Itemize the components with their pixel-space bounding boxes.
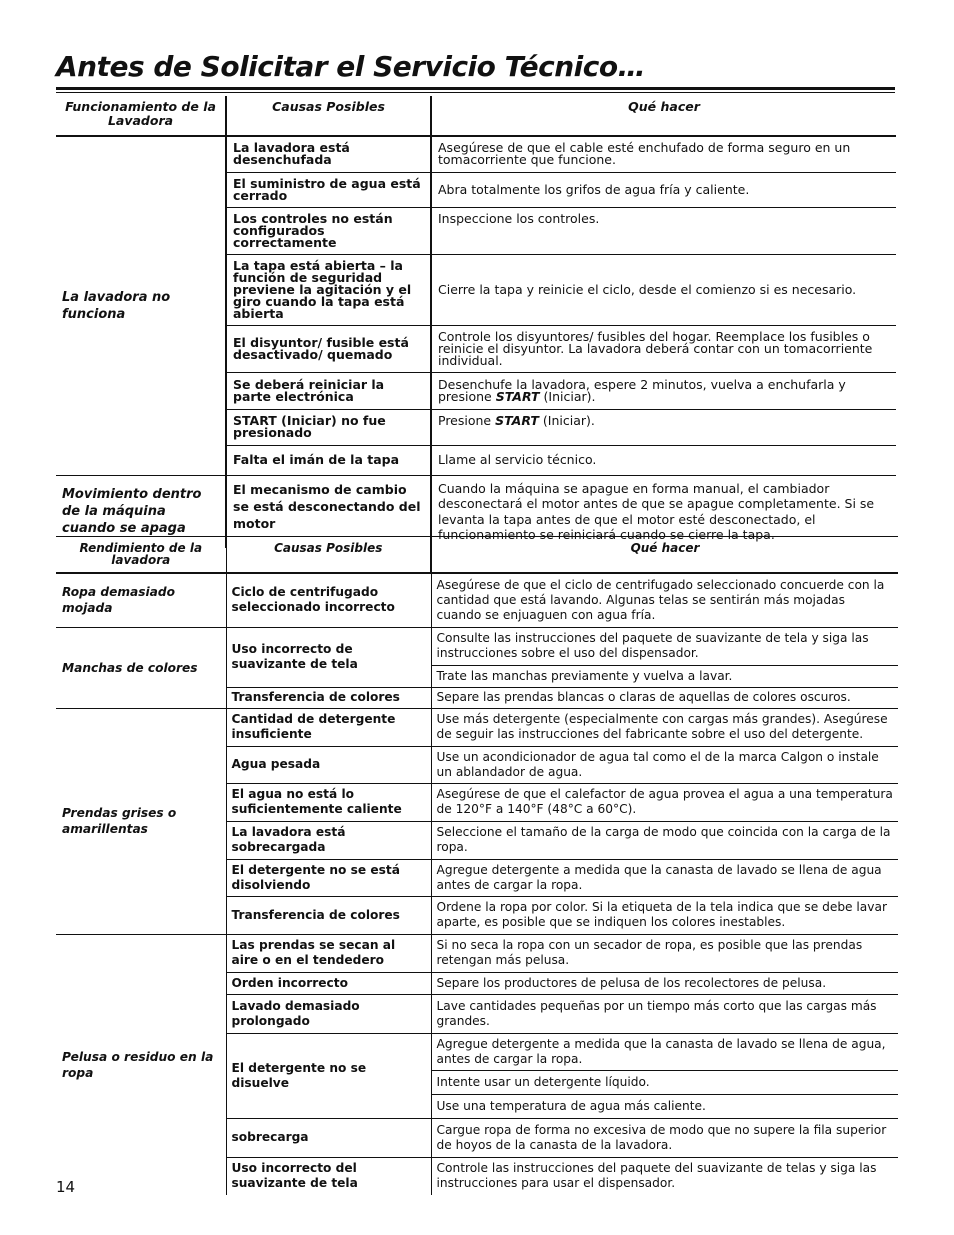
action-cell: Ordene la ropa por color. Si la etiqueta de la tela indica que se debe lavar aparte, es posible que se indiquen los colores inestables. (431, 896, 898, 934)
action-cell: Seleccione el tamaño de la carga de modo que coincida con la carga de la ropa. (431, 821, 898, 859)
page-number: 14 (56, 1178, 76, 1196)
table-row (56, 136, 896, 172)
action-text: Desenchufe la lavadora, espere 2 minutos, vuelva a enchufarla y presione (438, 376, 846, 404)
cause-cell: Cantidad de detergente insuficiente (226, 708, 431, 746)
cause-cell: START (Iniciar) no fue presionado (226, 409, 431, 445)
table-header-row (56, 96, 896, 136)
function-cell: Ropa demasiado mojada (56, 573, 226, 627)
action-cell: Cuando la máquina se apague en forma manual, el cambiador desconectará el motor antes de que se apague completamente. Si se levanta la tapa antes de que el motor esté desconectado, el funcionamiento se reiniciará cuando se cierre la tapa. (431, 475, 896, 548)
column-header-causes: Causas Posibles (226, 96, 431, 136)
function-cell: Prendas grises o amarillentas (56, 708, 226, 934)
title-rule-thin (56, 92, 895, 93)
action-cell: Agregue detergente a medida que la canasta de lavado se llena de agua antes de cargar la ropa. (431, 859, 898, 896)
table-header-row (56, 537, 898, 574)
action-cell: Llame al servicio técnico. (431, 445, 896, 475)
cause-cell: sobrecarga (226, 1118, 431, 1157)
cause-cell: La lavadora está sobrecargada (226, 821, 431, 859)
troubleshooting-table-performance (56, 536, 898, 1195)
cause-cell: Las prendas se secan al aire o en el tendedero (226, 934, 431, 972)
cause-cell: La lavadora está desenchufada (226, 136, 431, 172)
cause-cell: Falta el imán de la tapa (226, 445, 431, 475)
page-title: Antes de Solicitar el Servicio Técnico… (56, 50, 646, 83)
cause-cell: El disyuntor/ fusible está desactivado/ quemado (226, 325, 431, 372)
column-header-action: Qué hacer (431, 537, 898, 574)
action-cell: Use más detergente (especialmente con cargas más grandes). Asegúrese de seguir las instrucciones del fabricante sobre el uso del detergente. (431, 708, 898, 746)
table-row (56, 573, 898, 627)
action-cell: Trate las manchas previamente y vuelva a lavar. (431, 665, 898, 687)
cause-cell: El agua no está lo suficientemente caliente (226, 783, 431, 821)
cause-cell: El detergente no se disuelve (226, 1033, 431, 1118)
action-cell: Asegúrese de que el cable esté enchufado de forma seguro en un tomacorriente que funcione. (431, 136, 896, 172)
cause-cell: Transferencia de colores (226, 687, 431, 708)
action-cell: Inspeccione los controles. (431, 207, 896, 254)
function-cell: La lavadora no funciona (56, 136, 226, 475)
action-cell: Intente usar un detergente líquido. (431, 1070, 898, 1094)
column-header-performance: Rendimiento de la lavadora (56, 537, 226, 574)
cause-cell: Ciclo de centrifugado seleccionado incorrecto (226, 573, 431, 627)
cause-cell: La tapa está abierta – la función de seguridad previene la agitación y el giro cuando la tapa está abierta (226, 254, 431, 325)
action-cell: Abra totalmente los grifos de agua fría y caliente. (431, 172, 896, 207)
cause-cell: Se deberá reiniciar la parte electrónica (226, 372, 431, 409)
action-cell: Controle las instrucciones del paquete del suavizante de telas y siga las instrucciones para usar el dispensador. (431, 1157, 898, 1195)
table-row (56, 934, 898, 972)
cause-cell: Orden incorrecto (226, 972, 431, 994)
action-cell (431, 372, 896, 409)
action-cell: Cargue ropa de forma no excesiva de modo que no supere la fila superior de hoyos de la canasta de la lavadora. (431, 1118, 898, 1157)
action-text: (Iniciar). (538, 412, 595, 428)
function-cell: Manchas de colores (56, 627, 226, 708)
cause-cell: Los controles no están configurados correctamente (226, 207, 431, 254)
action-cell: Cierre la tapa y reinicie el ciclo, desde el comienzo si es necesario. (431, 254, 896, 325)
action-cell: Separe los productores de pelusa de los recolectores de pelusa. (431, 972, 898, 994)
action-cell: Separe las prendas blancas o claras de aquellas de colores oscuros. (431, 687, 898, 708)
action-cell: Si no seca la ropa con un secador de ropa, es posible que las prendas retengan más pelusa. (431, 934, 898, 972)
action-cell: Use un acondicionador de agua tal como el de la marca Calgon o instale un ablandador de agua. (431, 746, 898, 783)
column-header-action: Qué hacer (431, 96, 896, 136)
cause-cell: Transferencia de colores (226, 896, 431, 934)
troubleshooting-table-operation (56, 96, 896, 548)
cause-cell: El suministro de agua está cerrado (226, 172, 431, 207)
action-cell: Controle los disyuntores/ fusibles del hogar. Reemplace los fusibles o reinicie el disyuntor. La lavadora deberá contar con un tomacorriente individual. (431, 325, 896, 372)
cause-cell: Lavado demasiado prolongado (226, 994, 431, 1033)
function-cell: Pelusa o residuo en la ropa (62, 1049, 214, 1080)
table-row (56, 627, 898, 665)
action-cell: Asegúrese de que el calefactor de agua provea el agua a una temperatura de 120°F a 140°F (48°C a 60°C). (431, 783, 898, 821)
title-rule-thick (56, 87, 895, 90)
cause-cell: El mecanismo de cambio se está desconectando del motor (226, 475, 431, 548)
start-keyword: START (495, 412, 539, 428)
action-cell: Consulte las instrucciones del paquete de suavizante de tela y siga las instrucciones sobre el uso del dispensador. (431, 627, 898, 665)
action-cell: Agregue detergente a medida que la canasta de lavado se llena de agua, antes de cargar la ropa. (431, 1033, 898, 1070)
cause-cell: Uso incorrecto del suavizante de tela (226, 1157, 431, 1195)
action-cell: Lave cantidades pequeñas por un tiempo más corto que las cargas más grandes. (431, 994, 898, 1033)
start-keyword: START (495, 388, 540, 404)
cause-cell: Uso incorrecto de suavizante de tela (226, 627, 431, 687)
table-row (56, 708, 898, 746)
action-cell (431, 409, 896, 445)
cause-cell: El detergente no se está disolviendo (226, 859, 431, 896)
column-header-function: Funcionamiento de la Lavadora (56, 96, 226, 136)
column-header-causes: Causas Posibles (226, 537, 431, 574)
action-text: Presione (438, 412, 496, 428)
action-cell: Use una temperatura de agua más caliente. (431, 1094, 898, 1118)
function-cell: Movimiento dentro de la máquina cuando se apaga (62, 487, 202, 536)
cause-cell: Agua pesada (226, 746, 431, 783)
action-text: (Iniciar). (539, 388, 596, 404)
action-cell: Asegúrese de que el ciclo de centrifugado seleccionado concuerde con la cantidad que está lavando. Algunas telas se sentirán más mojadas cuando se enjuaguen con agua fría. (431, 573, 898, 627)
